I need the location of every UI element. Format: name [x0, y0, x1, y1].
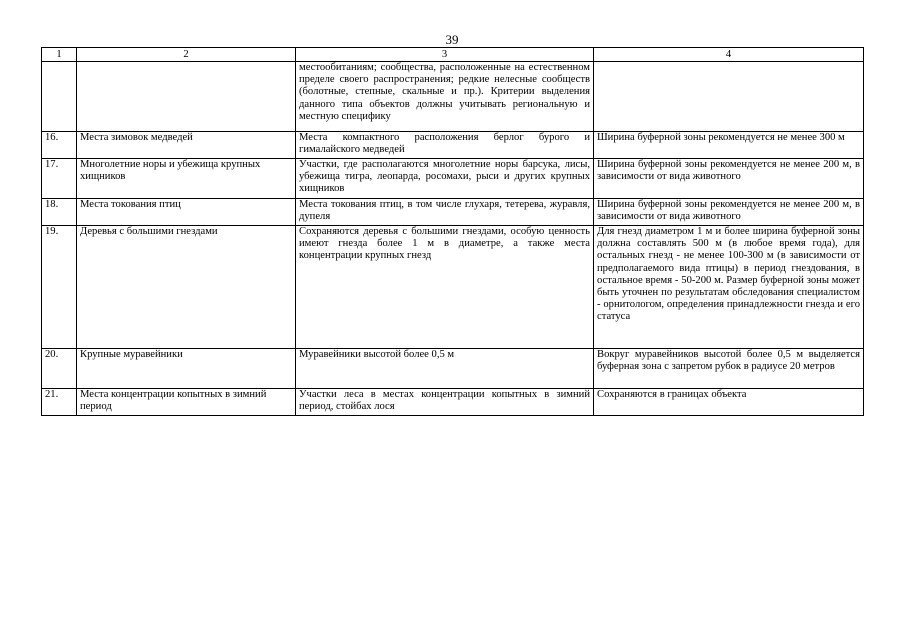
row-number: 16. — [42, 132, 77, 159]
object-description: Муравейники высотой более 0,5 м — [296, 349, 594, 389]
object-name: Крупные муравейники — [77, 349, 296, 389]
object-description: Участки леса в местах концентрации копытных в зимний период, стойбах лося — [296, 389, 594, 416]
buffer-zone-note: Ширина буферной зоны рекомендуется не менее 200 м, в зависимости от вида животного — [594, 199, 864, 226]
row-number: 21. — [42, 389, 77, 416]
object-name: Места токования птиц — [77, 199, 296, 226]
table-row — [42, 132, 864, 159]
object-description: Сохраняются деревья с большими гнездами, особую ценность имеют гнезда более 1 м в диаметре, а также места концентрации крупных гнезд — [296, 226, 594, 349]
table-row — [42, 159, 864, 199]
buffer-zone-note — [594, 62, 864, 132]
table-row — [42, 199, 864, 226]
table-row — [42, 349, 864, 389]
buffer-zone-note: Сохраняются в границах объекта — [594, 389, 864, 416]
column-number-2: 2 — [77, 48, 296, 62]
table-row — [42, 226, 864, 349]
column-number-4: 4 — [594, 48, 864, 62]
buffer-zone-note: Ширина буферной зоны рекомендуется не менее 300 м — [594, 132, 864, 159]
column-number-1: 1 — [42, 48, 77, 62]
table-row — [42, 389, 864, 416]
object-description: Участки, где располагаются многолетние норы барсука, лисы, убежища тигра, леопарда, росомахи, рыси и других крупных хищников — [296, 159, 594, 199]
object-description: Места токования птиц, в том числе глухаря, тетерева, журавля, дупеля — [296, 199, 594, 226]
object-name — [77, 62, 296, 132]
row-number: 19. — [42, 226, 77, 349]
document-table — [41, 47, 864, 416]
buffer-zone-note: Для гнезд диаметром 1 м и более ширина буферной зоны должна составлять 500 м (в любое время года), для остальных гнезд - не менее 100-300 м (в зависимости от предполагаемого вида птицы) в период гнездования, в остальное время - 50-200 м. Размер буферной зоны может быть уточнен по результатам обследования специалистом - орнитологом, определения принадлежности гнезда и его статуса — [594, 226, 864, 349]
buffer-zone-note: Ширина буферной зоны рекомендуется не менее 200 м, в зависимости от вида животного — [594, 159, 864, 199]
column-number-3: 3 — [296, 48, 594, 62]
column-number-row — [42, 48, 864, 62]
object-description: местообитаниям; сообщества, расположенные на естественном пределе своего распространения; редкие нелесные сообществ (болотные, степные, скальные и пр.). Критерии выделения данного типа объектов должны учитывать региональную и местную специфику — [296, 62, 594, 132]
row-number — [42, 62, 77, 132]
row-number: 20. — [42, 349, 77, 389]
object-name: Места зимовок медведей — [77, 132, 296, 159]
object-name: Деревья с большими гнездами — [77, 226, 296, 349]
table-row — [42, 62, 864, 132]
object-description: Места компактного расположения берлог бурого и гималайского медведей — [296, 132, 594, 159]
buffer-zone-note: Вокруг муравейников высотой более 0,5 м выделяется буферная зона с запретом рубок в радиусе 20 метров — [594, 349, 864, 389]
row-number: 18. — [42, 199, 77, 226]
object-name: Многолетние норы и убежища крупных хищников — [77, 159, 296, 199]
object-name: Места концентрации копытных в зимний период — [77, 389, 296, 416]
row-number: 17. — [42, 159, 77, 199]
page-number: 39 — [445, 32, 459, 47]
